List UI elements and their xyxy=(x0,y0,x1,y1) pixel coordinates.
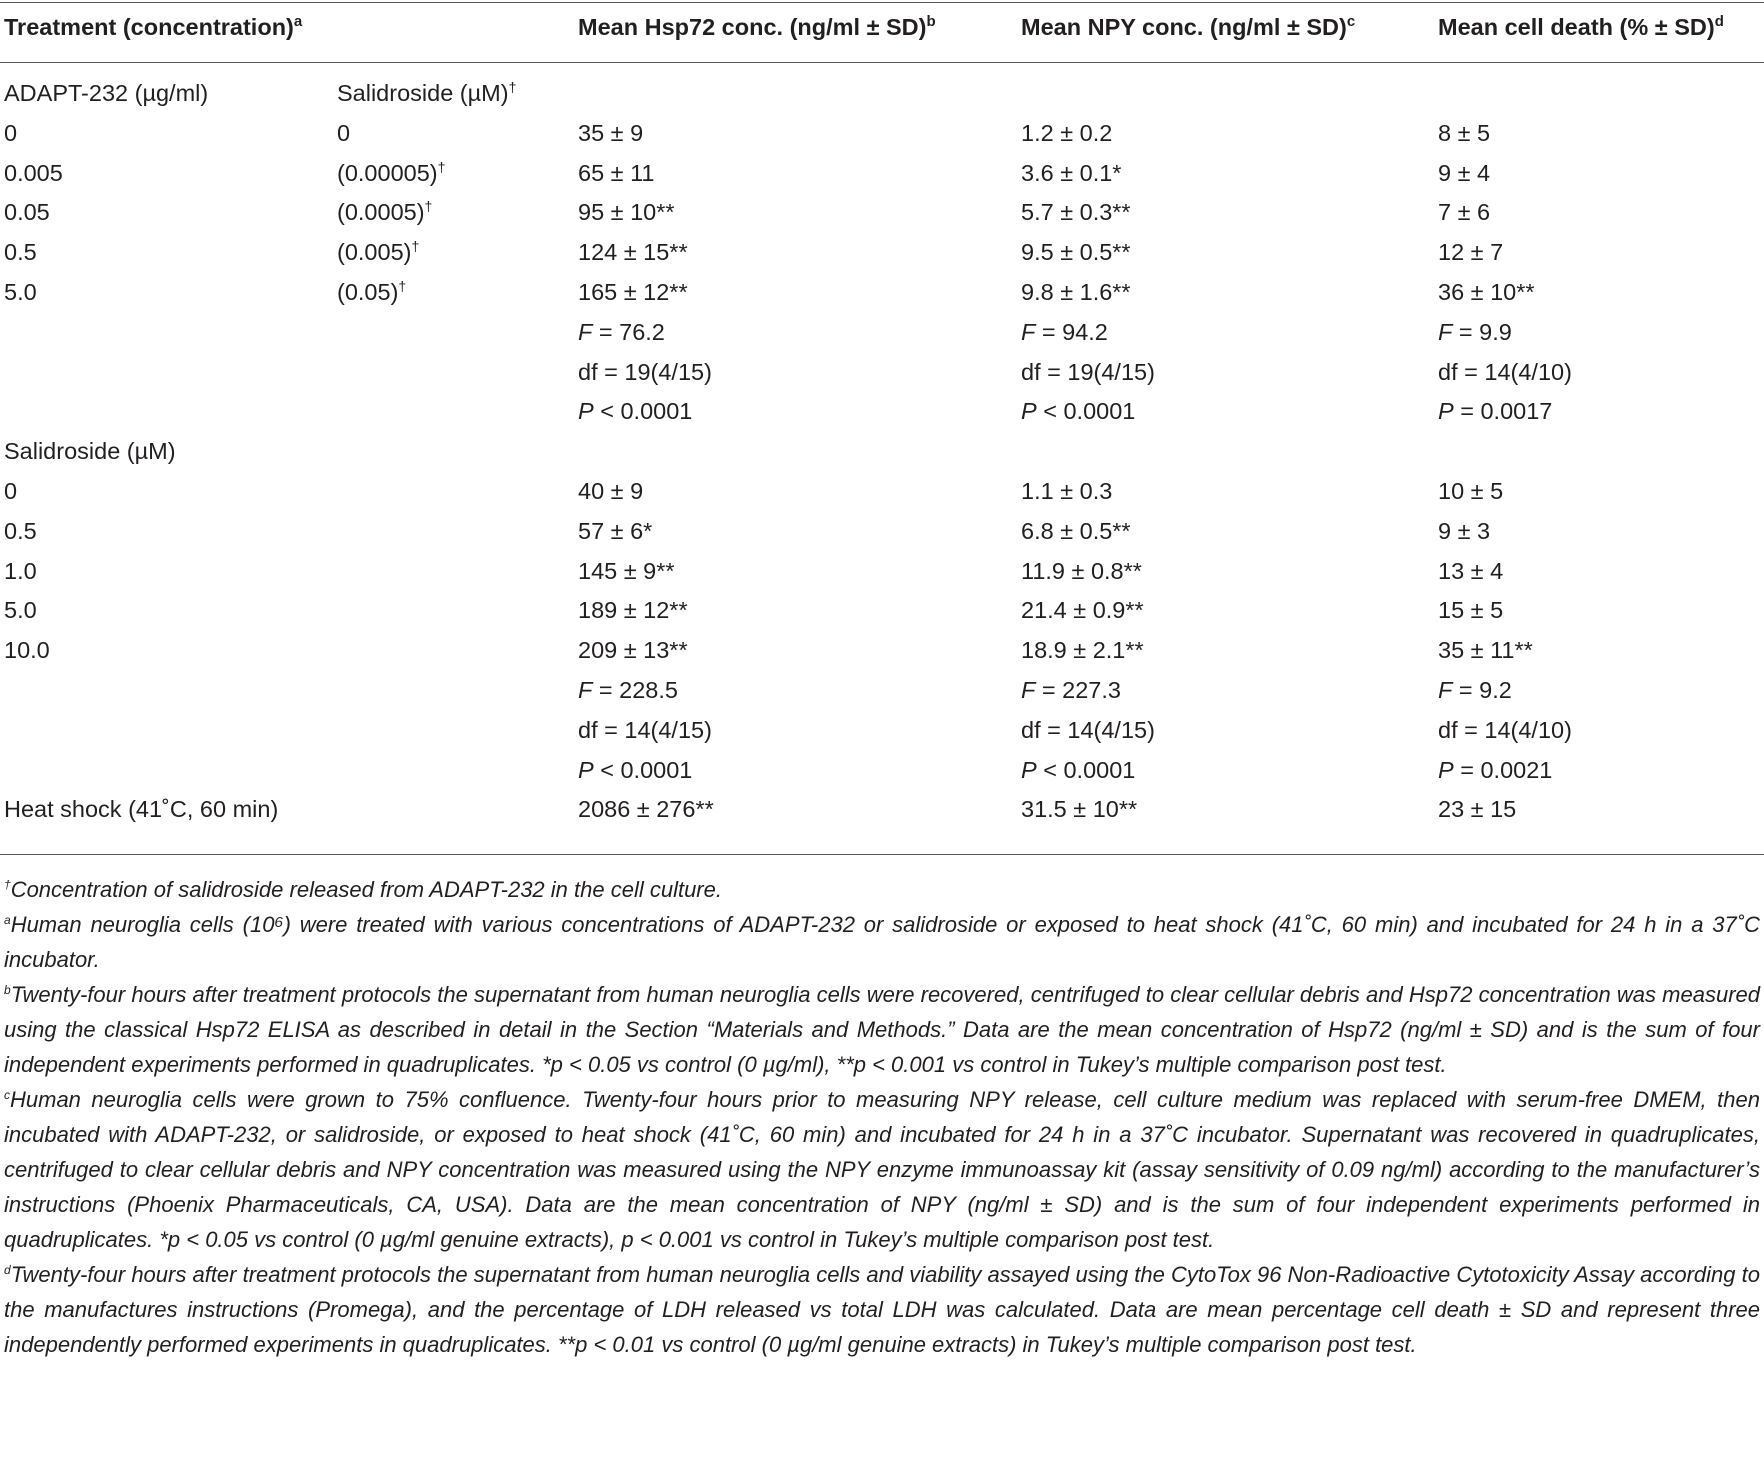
table-cell-c1: 0.5 xyxy=(4,239,37,266)
table-cell-c2: (0.005)† xyxy=(337,238,420,266)
table-cell-c5: P = 0.0017 xyxy=(1438,398,1553,425)
table-cell-c3: 57 ± 6* xyxy=(578,517,653,544)
table-cell-c4: 31.5 ± 10** xyxy=(1021,796,1138,823)
table-row xyxy=(0,73,1764,113)
table-cell-c4: df = 14(4/15) xyxy=(1021,716,1155,743)
table-row xyxy=(0,232,1764,272)
table-cell-c1: 5.0 xyxy=(4,597,37,624)
table-cell-c3: P < 0.0001 xyxy=(578,756,693,783)
table-row xyxy=(0,153,1764,193)
table-cell-c3: F = 76.2 xyxy=(578,318,665,345)
table-cell-c5: df = 14(4/10) xyxy=(1438,358,1572,385)
table-cell-c4: 9.5 ± 0.5** xyxy=(1021,239,1131,266)
table-cell-c4: P < 0.0001 xyxy=(1021,756,1136,783)
table-cell-c3: P < 0.0001 xyxy=(578,398,693,425)
table-cell-c4: F = 227.3 xyxy=(1021,677,1121,703)
table-top-rule xyxy=(0,2,1764,3)
table-cell-c4: 18.9 ± 2.1** xyxy=(1021,637,1144,664)
table-cell-c1: Salidroside (µM) xyxy=(4,438,176,465)
table-cell-c4: F = 94.2 xyxy=(1021,318,1108,345)
table-cell-c5: df = 14(4/10) xyxy=(1438,716,1572,743)
footnote: $^c$Human neuroglia cells were grown to 75% confluence. Twenty-four hours prior to measuring NPY release, cell culture medium was replaced with serum-free DMEM, then incubated with ADAPT-232, or salidroside, or exposed to heat shock (41˚C, 60 min) and incubated for 24 h in a 37˚C incubator. Supernatant was recovered in quadruplicates, centrifuged to clear cellular debris and NPY concentration was measured using the NPY enzyme immunoassay kit (assay sensitivity of 0.09 ng/ml) according to the manufacturer’s instructions (Phoenix Pharmaceuticals, CA, USA). Data are the mean concentration of NPY (ng/ml ± SD) and is the sum of four independent experiments performed in quadruplicates. *p < 0.05 vs control (0 µg/ml genuine extracts), p < 0.001 vs control in Tukey’s multiple comparison post test. xyxy=(4,1087,1760,1252)
table-cell-c3: df = 14(4/15) xyxy=(578,716,712,743)
table-row xyxy=(0,590,1764,630)
table-cell-c5: F = 9.9 xyxy=(1438,318,1512,345)
header-npy: Mean NPY conc. (ng/ml ± SD)$^c$ xyxy=(1021,13,1356,40)
header-bottom-rule xyxy=(0,62,1764,63)
table-bottom-rule xyxy=(0,854,1764,855)
table-cell-c4: 1.1 ± 0.3 xyxy=(1021,478,1113,504)
table-cell-c5: 9 ± 3 xyxy=(1438,517,1491,544)
table-cell-c3: 165 ± 12** xyxy=(578,279,688,305)
footnote: †Concentration of salidroside released from ADAPT-232 in the cell culture. xyxy=(4,877,722,902)
table-cell-c3: 209 ± 13** xyxy=(578,637,688,664)
footnote: $^a$Human neuroglia cells (10⁶) were treated with various concentrations of ADAPT-232 or salidroside or exposed to heat shock (41˚C, 60 min) and incubated for 24 h in a 37˚C incubator. xyxy=(4,912,1760,972)
table-cell-c1: 5.0 xyxy=(4,279,37,305)
table-cell-c4: 21.4 ± 0.9** xyxy=(1021,597,1144,624)
table-cell-c5: 35 ± 11** xyxy=(1438,637,1533,664)
table-cell-c2: (0.00005)† xyxy=(337,158,446,186)
table-cell-c5: 13 ± 4 xyxy=(1438,557,1504,584)
table-cell-c3: 124 ± 15** xyxy=(578,239,688,266)
table-cell-c5: P = 0.0021 xyxy=(1438,756,1553,783)
table-row xyxy=(0,113,1764,153)
table-row xyxy=(0,551,1764,591)
table-cell-c5: 23 ± 15 xyxy=(1438,796,1517,823)
table-cell-c5: 8 ± 5 xyxy=(1438,119,1491,146)
table-cell-c5: 10 ± 5 xyxy=(1438,478,1504,504)
table-cell-c2: Salidroside (µM)† xyxy=(337,79,517,106)
table-cell-c1: 1.0 xyxy=(4,557,37,584)
table-cell-c3: F = 228.5 xyxy=(578,677,678,703)
table-cell-c1: 0.5 xyxy=(4,517,37,544)
table-cell-c4: 6.8 ± 0.5** xyxy=(1021,517,1131,544)
table-cell-c2: (0.0005)† xyxy=(337,198,433,226)
table-cell-c5: 9 ± 4 xyxy=(1438,159,1491,186)
header-hsp72: Mean Hsp72 conc. (ng/ml ± SD)$^b$ xyxy=(578,13,936,40)
footnotes xyxy=(4,872,1760,1362)
table-cell-c2: 0 xyxy=(337,119,351,146)
table-cell-c3: 189 ± 12** xyxy=(578,597,688,624)
table-cell-c4: 1.2 ± 0.2 xyxy=(1021,119,1113,146)
table-cell-c3: 145 ± 9** xyxy=(578,557,675,584)
table-row xyxy=(0,352,1764,392)
table-row xyxy=(0,192,1764,232)
table-cell-c3: 35 ± 9 xyxy=(578,119,644,146)
table-cell-c1: 0 xyxy=(4,119,18,146)
table-row xyxy=(0,630,1764,670)
table-row xyxy=(0,471,1764,511)
table-row xyxy=(0,511,1764,551)
table-cell-c3: 95 ± 10** xyxy=(578,199,675,226)
table-row xyxy=(0,431,1764,471)
table-cell-c5: F = 9.2 xyxy=(1438,677,1512,703)
table-cell-c3: 65 ± 11 xyxy=(578,159,655,186)
table-cell-c1: 10.0 xyxy=(4,637,50,664)
header-cell-death: Mean cell death (% ± SD)$^d$ xyxy=(1438,13,1724,40)
table-cell-c5: 36 ± 10** xyxy=(1438,279,1535,305)
table-row xyxy=(0,789,1764,829)
table-cell-c4: P < 0.0001 xyxy=(1021,398,1136,425)
header-treatment: Treatment (concentration)$^a$ xyxy=(4,13,303,40)
table-cell-c4: 3.6 ± 0.1* xyxy=(1021,159,1122,186)
table-cell-c1: ADAPT-232 (µg/ml) xyxy=(4,80,209,106)
table-row xyxy=(0,750,1764,790)
table-row xyxy=(0,710,1764,750)
table-cell-c2: (0.05)† xyxy=(337,278,407,305)
table-row xyxy=(0,391,1764,431)
table-cell-c4: df = 19(4/15) xyxy=(1021,358,1155,385)
table-row xyxy=(0,312,1764,352)
table-cell-c4: 11.9 ± 0.8** xyxy=(1021,557,1142,584)
table-cell-c1: 0.005 xyxy=(4,159,63,186)
table-cell-c3: 40 ± 9 xyxy=(578,478,644,504)
table-cell-c5: 7 ± 6 xyxy=(1438,199,1491,226)
footnote: $^d$Twenty-four hours after treatment protocols the supernatant from human neuroglia cells and viability assayed using the CytoTox 96 Non-Radioactive Cytotoxicity Assay according to the manufactures instructions (Promega), and the percentage of LDH released vs total LDH was calculated. Data are mean percentage cell death ± SD and represent three independently performed experiments in quadruplicates. **p < 0.01 vs control (0 µg/ml genuine extracts) in Tukey’s multiple comparison post test. xyxy=(4,1262,1760,1357)
footnote: $^b$Twenty-four hours after treatment protocols the supernatant from human neuroglia cells were recovered, centrifuged to clear cellular debris and Hsp72 concentration was measured using the classical Hsp72 ELISA as described in detail in the Section “Materials and Methods.” Data are the mean concentration of Hsp72 (ng/ml ± SD) and is the sum of four independent experiments performed in quadruplicates. *p < 0.05 vs control (0 µg/ml), **p < 0.001 vs control in Tukey’s multiple comparison post test. xyxy=(4,982,1760,1077)
table-row xyxy=(0,670,1764,710)
table-cell-c4: 9.8 ± 1.6** xyxy=(1021,279,1131,305)
table-cell-c1: 0 xyxy=(4,478,18,504)
table-cell-c1: Heat shock (41˚C, 60 min) xyxy=(4,796,279,823)
table-cell-c4: 5.7 ± 0.3** xyxy=(1021,199,1131,226)
table-cell-c1: 0.05 xyxy=(4,199,50,226)
table-cell-c3: 2086 ± 276** xyxy=(578,796,714,823)
table-row xyxy=(0,272,1764,312)
table-cell-c5: 15 ± 5 xyxy=(1438,597,1504,624)
table-cell-c5: 12 ± 7 xyxy=(1438,239,1504,266)
table-cell-c3: df = 19(4/15) xyxy=(578,358,712,385)
